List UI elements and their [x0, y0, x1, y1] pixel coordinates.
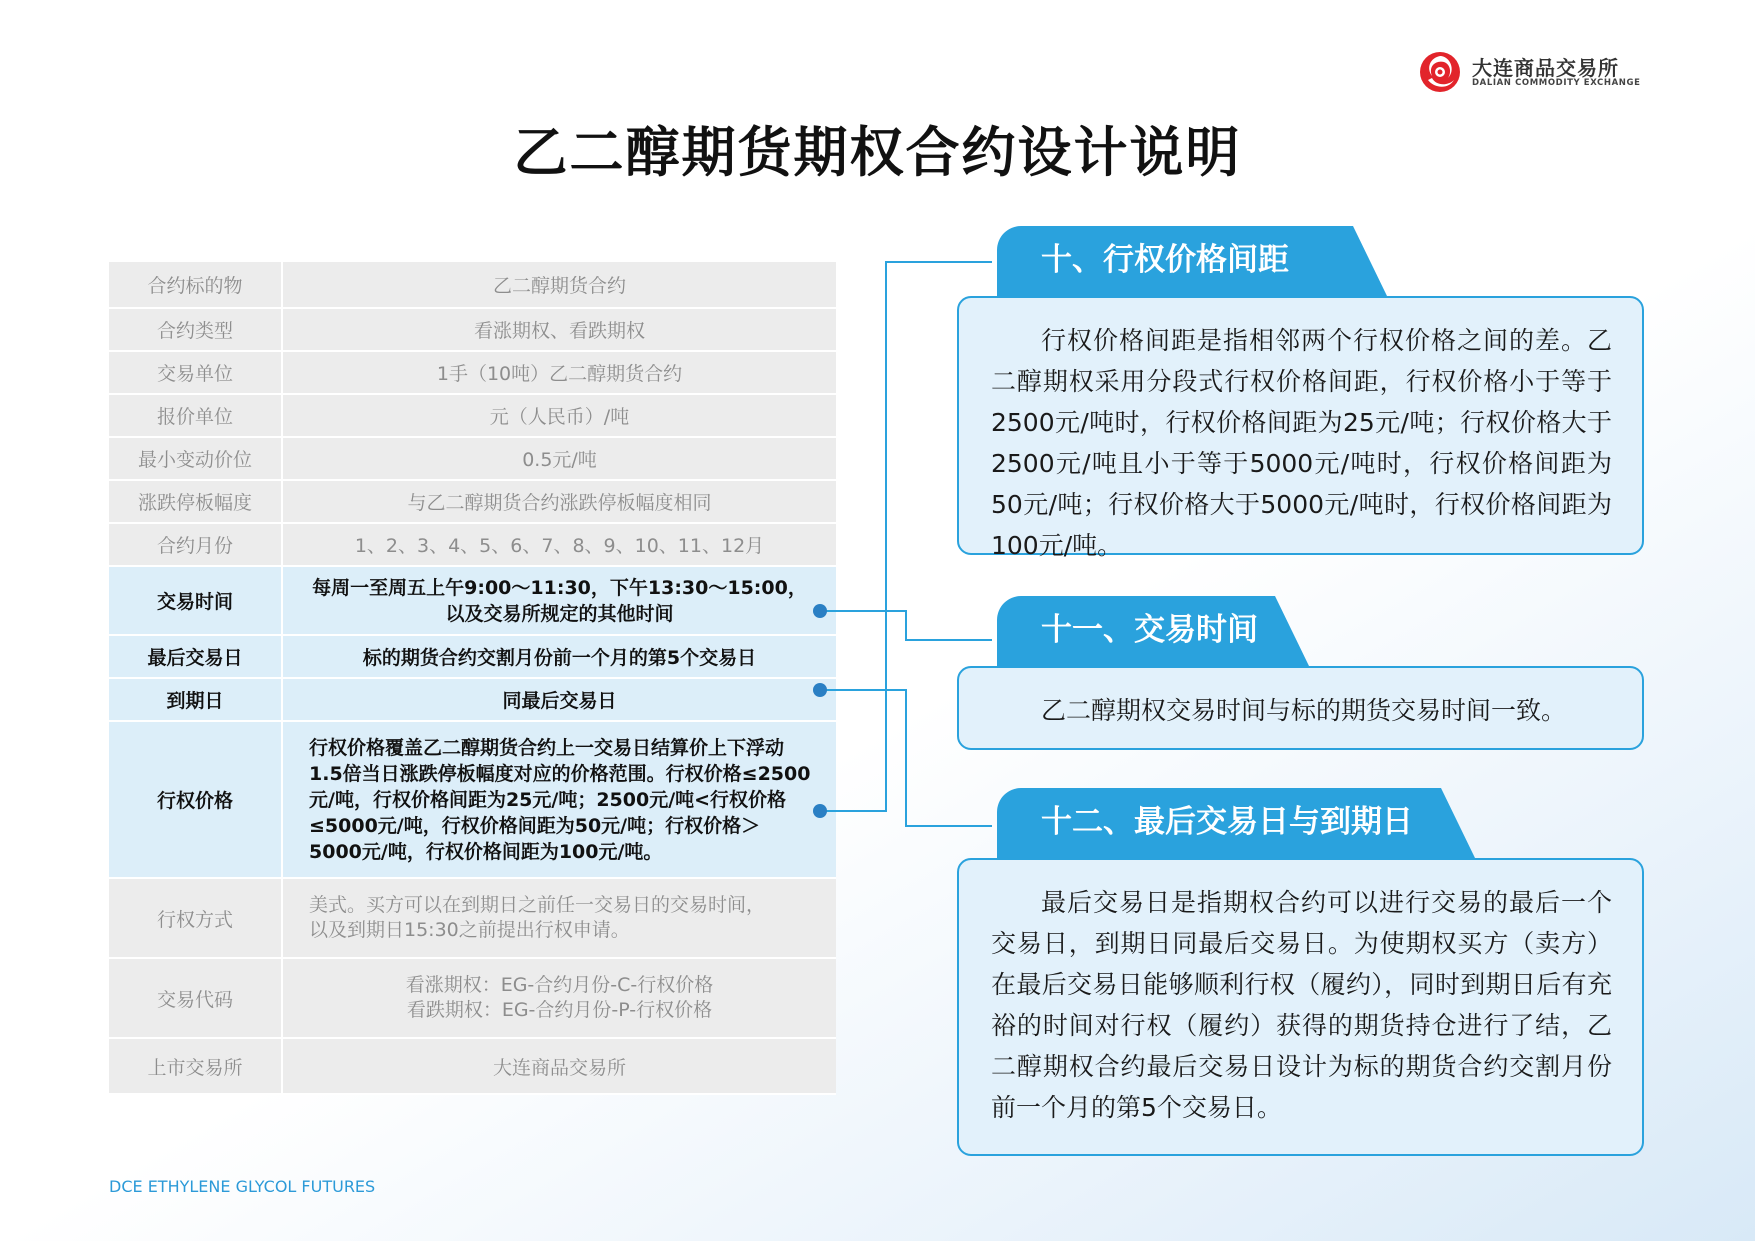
row-key: 交易单位 — [109, 351, 282, 394]
row-key: 最后交易日 — [109, 635, 282, 678]
row-key: 合约月份 — [109, 523, 282, 566]
row-value-line: 美式。买方可以在到期日之前任一交易日的交易时间， — [309, 894, 766, 916]
section-11-box — [957, 666, 1644, 750]
section-heading-text: 十、行权价格间距 — [1041, 242, 1289, 278]
row-key: 涨跌停板幅度 — [109, 480, 282, 523]
row-value: 元（人民币）/吨 — [282, 394, 836, 437]
section-11-heading — [997, 596, 1275, 666]
row-value: 同最后交易日 — [282, 678, 836, 721]
row-key: 行权价格 — [109, 721, 282, 878]
section-heading-text: 十二、最后交易日与到期日 — [1041, 804, 1413, 840]
row-key: 交易时间 — [109, 566, 282, 635]
section-body: 行权价格间距是指相邻两个行权价格之间的差。乙二醇期权采用分段式行权价格间距，行权价格小于等于2500元/吨时，行权价格间距为25元/吨；行权价格大于2500元/吨且小于等于5000元/吨时，行权价格间距为50元/吨；行权价格大于5000元/吨时，行权价格间距为100元/吨。 — [991, 326, 1612, 560]
logo-english-name: DALIAN COMMODITY EXCHANGE — [1472, 78, 1641, 88]
row-key: 到期日 — [109, 678, 282, 721]
row-value: 乙二醇期货合约 — [282, 262, 836, 308]
row-key: 交易代码 — [109, 958, 282, 1038]
footer-text: DCE ETHYLENE GLYCOL FUTURES — [109, 1177, 376, 1196]
row-value: 与乙二醇期货合约涨跌停板幅度相同 — [282, 480, 836, 523]
row-value-line: 每周一至周五上午9:00～11:30，下午13:30～15:00， — [312, 576, 807, 599]
row-value-line: 以及交易所规定的其他时间 — [445, 602, 674, 625]
connector-dot — [813, 804, 827, 818]
logo-chinese-name: 大连商品交易所 — [1472, 56, 1619, 80]
row-key: 最小变动价位 — [109, 437, 282, 480]
row-value: 0.5元/吨 — [282, 437, 836, 480]
section-10-heading — [997, 226, 1353, 296]
section-12-box — [957, 858, 1644, 1156]
row-value: 1手（10吨）乙二醇期货合约 — [282, 351, 836, 394]
row-key: 行权方式 — [109, 878, 282, 958]
row-key: 合约类型 — [109, 308, 282, 351]
row-value-line: 看跌期权：EG-合约月份-P-行权价格 — [406, 999, 713, 1021]
section-body: 乙二醇期权交易时间与标的期货交易时间一致。 — [1041, 696, 1567, 725]
page-title: 乙二醇期货期权合约设计说明 — [513, 121, 1242, 184]
section-12-heading — [997, 788, 1441, 858]
row-key: 报价单位 — [109, 394, 282, 437]
connector-trading-time — [820, 611, 992, 640]
section-heading-text: 十一、交易时间 — [1041, 612, 1258, 648]
row-value: 大连商品交易所 — [282, 1038, 836, 1094]
row-value: 行权价格覆盖乙二醇期货合约上一交易日结算价上下浮动1.5倍当日涨跌停板幅度对应的价格范围。行权价格≤2500元/吨，行权价格间距为25元/吨；2500元/吨<行权价格≤5000元/吨，行权价格间距为50元/吨；行权价格＞5000元/吨，行权价格间距为100元/吨。 — [282, 721, 836, 878]
row-value-line: 看涨期权：EG-合约月份-C-行权价格 — [405, 974, 714, 996]
row-value: 看涨期权、看跌期权 — [282, 308, 836, 351]
section-10-box — [957, 296, 1644, 560]
row-value: 标的期货合约交割月份前一个月的第5个交易日 — [282, 635, 836, 678]
row-key: 上市交易所 — [109, 1038, 282, 1094]
connector-dot — [813, 604, 827, 618]
row-value-line: 以及到期日15:30之前提出行权申请。 — [309, 919, 630, 941]
section-body: 最后交易日是指期权合约可以进行交易的最后一个交易日，到期日同最后交易日。为使期权买方（卖方）在最后交易日能够顺利行权（履约），同时到期日后有充裕的时间对行权（履约）获得的期货持仓进行了结，乙二醇期权合约最后交易日设计为标的期货合约交割月份前一个月的第5个交易日。 — [991, 888, 1612, 1122]
connector-dot — [813, 683, 827, 697]
row-value: 1、2、3、4、5、6、7、8、9、10、11、12月 — [282, 523, 836, 566]
row-key: 合约标的物 — [109, 262, 282, 308]
